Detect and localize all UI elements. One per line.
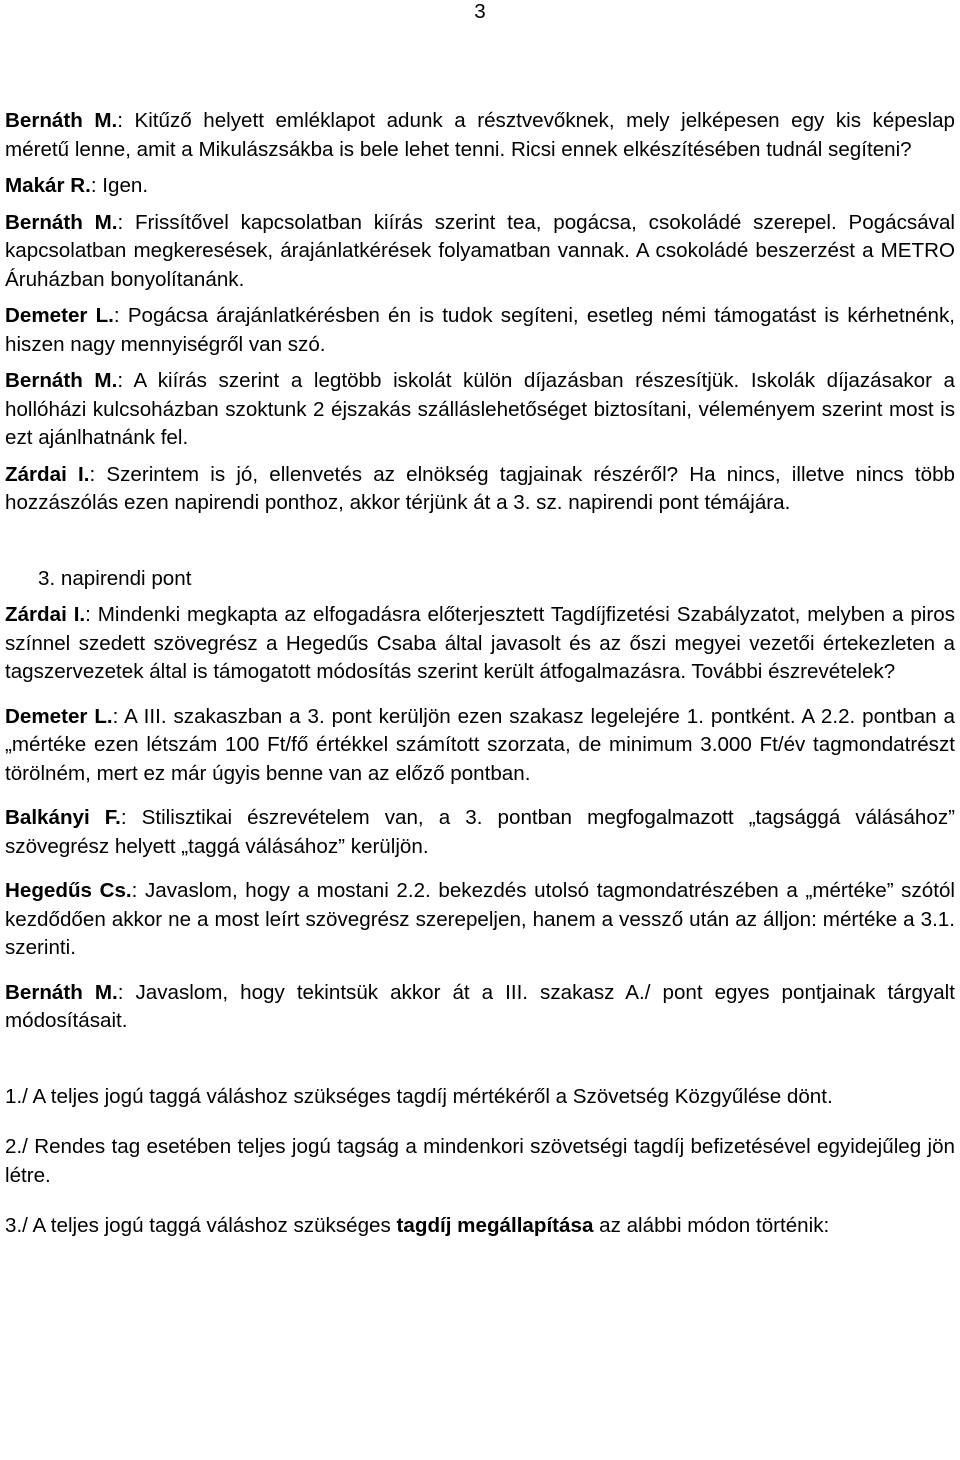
speaker-name: Demeter L. (5, 704, 113, 728)
list-item-text: az alábbi módon történik: (593, 1214, 830, 1237)
list-item: 1./ A teljes jogú taggá váláshoz szükséges tagdíj mértékéről a Szövetség Közgyűlése dönt. (5, 1084, 833, 1108)
list-item-emphasis: tagdíj megállapítása (396, 1214, 594, 1237)
paragraph (5, 703, 955, 789)
speaker-name: Zárdai I. (5, 462, 90, 486)
paragraph-text: : Mindenki megkapta az elfogadásra előterjesztett Tagdíjfizetési Szabályzatot, melyben a piros színnel szedett szövegrész a Hegedűs Csaba által javasolt és az őszi megyei vezetői értekezleten a tagszervezetek által is támogatott módosítás szerint került átfogalmazásra. További észrevételek? (5, 603, 955, 683)
paragraph (5, 209, 955, 295)
speaker-name: Balkányi F. (5, 806, 121, 829)
speaker-name: Bernáth M. (5, 980, 118, 1004)
paragraph-text: : Javaslom, hogy tekintsük akkor át a III. szakasz A./ pont egyes pontjainak tárgyalt módosításait. (5, 980, 955, 1032)
list-item-text: 3./ A teljes jogú taggá váláshoz szükséges (5, 1214, 397, 1237)
section-heading: 3. napirendi pont (38, 566, 192, 590)
paragraph-text: : Kitűző helyett emléklapot adunk a résztvevőknek, mely jelképesen egy kis képeslap méretű lenne, amit a Mikulászsákba is bele lehet tenni. Ricsi ennek elkészítésében tudnál segíteni? (5, 109, 955, 161)
paragraph-text: : Szerintem is jó, ellenvetés az elnökség tagjainak részéről? Ha nincs, illetve nincs több hozzászólás ezen napirendi ponthoz, akkor térjünk át a 3. sz. napirendi pont témájára. (5, 462, 955, 514)
paragraph-text: : Stilisztikai észrevételem van, a 3. pontban megfogalmazott „tagsággá válásához” szövegrész helyett „taggá válásához” kerüljön. (5, 806, 955, 858)
speaker-name: Bernáth M. (5, 369, 118, 392)
list-item (5, 1212, 955, 1241)
speaker-name: Makár R. (5, 174, 91, 197)
paragraph (5, 107, 955, 164)
paragraph-text: : Pogácsa árajánlatkérésben én is tudok segíteni, esetleg némi támogatást is kérhetnénk, hiszen nagy mennyiségről van szó. (5, 304, 955, 356)
document-body (5, 107, 955, 1241)
speaker-name: Demeter L. (5, 304, 114, 327)
paragraph (5, 979, 955, 1036)
paragraph (5, 804, 955, 861)
paragraph-text: : A III. szakaszban a 3. pont kerüljön ezen szakasz legelejére 1. pontként. A 2.2. pontban a „mértéke ezen létszám 100 Ft/fő értékkel számított szorzata, de minimum 3.000 Ft/év tagmondatrészt törölném, mert ez már úgyis benne van az előző pontban. (5, 704, 955, 785)
paragraph (5, 367, 955, 453)
page-number: 3 (474, 0, 486, 23)
paragraph (5, 302, 955, 359)
paragraph (5, 461, 955, 518)
paragraph-text: : Frissítővel kapcsolatban kiírás szerint tea, pogácsa, csokoládé szerepel. Pogácsával kapcsolatban megkeresések, árajánlatkérések folyamatban vannak. A csokoládé beszerzést a METRO Áruházban bonyolítanánk. (5, 210, 955, 291)
speaker-name: Hegedűs Cs. (5, 879, 132, 902)
paragraph-text: : Igen. (90, 174, 149, 197)
paragraph-text: : Javaslom, hogy a mostani 2.2. bekezdés utolsó tagmondatrészében a „mértéke” szótól kezdődően akkor ne a most leírt szövegrész szerepeljen, hanem a vessző után az álljon: mértéke a 3.1. szerinti. (5, 879, 955, 959)
speaker-name: Zárdai I. (5, 603, 86, 626)
paragraph (5, 601, 955, 687)
speaker-name: Bernáth M. (5, 109, 118, 132)
paragraph (5, 877, 955, 963)
paragraph-text: : A kiírás szerint a legtöbb iskolát külön díjazásban részesítjük. Iskolák díjazásakor a hollóházi kulcsoházban szoktunk 2 éjszakás szálláslehetőséget biztosítani, véleményem szerint most is ezt ajánlhatnánk fel. (5, 369, 955, 449)
paragraph (5, 172, 955, 201)
speaker-name: Bernáth M. (5, 210, 118, 234)
list-item: 2./ Rendes tag esetében teljes jogú tagság a mindenkori szövetségi tagdíj befizetésével egyidejűleg jön létre. (5, 1135, 955, 1187)
